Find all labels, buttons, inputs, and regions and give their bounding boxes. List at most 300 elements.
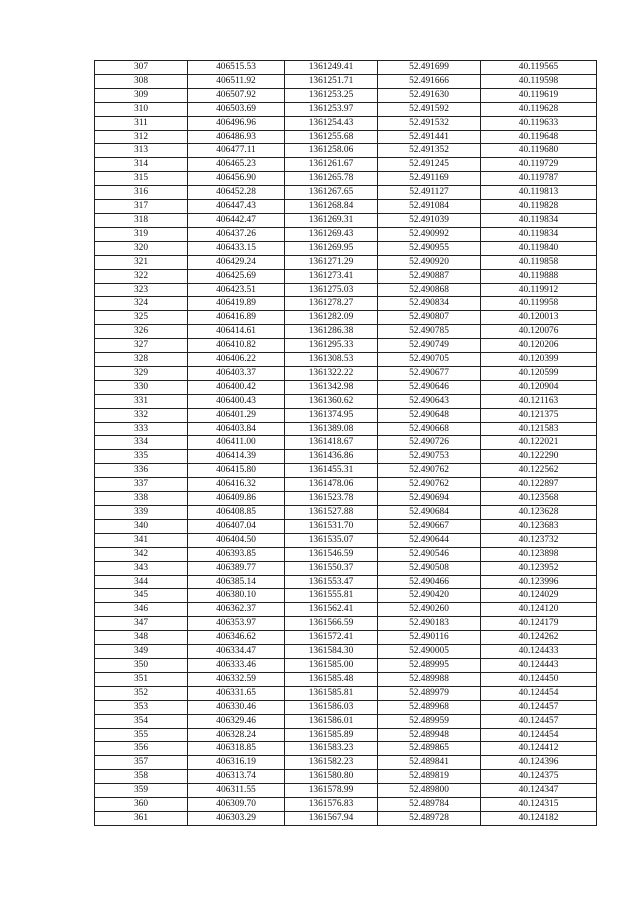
longitude-cell: 40.119958 bbox=[481, 297, 597, 311]
x-coordinate-cell: 406332.59 bbox=[188, 672, 285, 686]
longitude-cell: 40.124375 bbox=[481, 770, 597, 784]
longitude-cell: 40.124029 bbox=[481, 589, 597, 603]
x-coordinate-cell: 406515.53 bbox=[188, 61, 285, 75]
latitude-cell: 52.491699 bbox=[378, 61, 481, 75]
table-row bbox=[95, 811, 597, 825]
x-coordinate-cell: 406404.50 bbox=[188, 533, 285, 547]
x-coordinate-cell: 406403.84 bbox=[188, 422, 285, 436]
table-row bbox=[95, 547, 597, 561]
point-number-cell: 357 bbox=[95, 756, 188, 770]
point-number-cell: 313 bbox=[95, 144, 188, 158]
latitude-cell: 52.490546 bbox=[378, 547, 481, 561]
x-coordinate-cell: 406333.46 bbox=[188, 658, 285, 672]
y-coordinate-cell: 1361269.95 bbox=[285, 241, 378, 255]
x-coordinate-cell: 406313.74 bbox=[188, 770, 285, 784]
point-number-cell: 340 bbox=[95, 519, 188, 533]
x-coordinate-cell: 406393.85 bbox=[188, 547, 285, 561]
x-coordinate-cell: 406429.24 bbox=[188, 255, 285, 269]
table-row bbox=[95, 422, 597, 436]
point-number-cell: 312 bbox=[95, 130, 188, 144]
x-coordinate-cell: 406316.19 bbox=[188, 756, 285, 770]
x-coordinate-cell: 406309.70 bbox=[188, 798, 285, 812]
y-coordinate-cell: 1361267.65 bbox=[285, 186, 378, 200]
x-coordinate-cell: 406303.29 bbox=[188, 811, 285, 825]
table-row bbox=[95, 728, 597, 742]
coordinates-table-body bbox=[95, 61, 597, 826]
x-coordinate-cell: 406465.23 bbox=[188, 158, 285, 172]
table-row bbox=[95, 742, 597, 756]
point-number-cell: 352 bbox=[95, 686, 188, 700]
point-number-cell: 316 bbox=[95, 186, 188, 200]
point-number-cell: 354 bbox=[95, 714, 188, 728]
x-coordinate-cell: 406353.97 bbox=[188, 617, 285, 631]
x-coordinate-cell: 406385.14 bbox=[188, 575, 285, 589]
point-number-cell: 314 bbox=[95, 158, 188, 172]
table-row bbox=[95, 311, 597, 325]
y-coordinate-cell: 1361295.33 bbox=[285, 339, 378, 353]
y-coordinate-cell: 1361249.41 bbox=[285, 61, 378, 75]
table-row bbox=[95, 366, 597, 380]
longitude-cell: 40.124450 bbox=[481, 672, 597, 686]
longitude-cell: 40.121583 bbox=[481, 422, 597, 436]
latitude-cell: 52.490726 bbox=[378, 436, 481, 450]
table-row bbox=[95, 436, 597, 450]
longitude-cell: 40.124454 bbox=[481, 686, 597, 700]
x-coordinate-cell: 406403.37 bbox=[188, 366, 285, 380]
x-coordinate-cell: 406408.85 bbox=[188, 506, 285, 520]
latitude-cell: 52.489800 bbox=[378, 784, 481, 798]
longitude-cell: 40.123732 bbox=[481, 533, 597, 547]
y-coordinate-cell: 1361261.67 bbox=[285, 158, 378, 172]
point-number-cell: 342 bbox=[95, 547, 188, 561]
point-number-cell: 361 bbox=[95, 811, 188, 825]
y-coordinate-cell: 1361531.70 bbox=[285, 519, 378, 533]
point-number-cell: 338 bbox=[95, 492, 188, 506]
point-number-cell: 341 bbox=[95, 533, 188, 547]
point-number-cell: 356 bbox=[95, 742, 188, 756]
longitude-cell: 40.124433 bbox=[481, 645, 597, 659]
table-row bbox=[95, 589, 597, 603]
x-coordinate-cell: 406331.65 bbox=[188, 686, 285, 700]
latitude-cell: 52.491441 bbox=[378, 130, 481, 144]
latitude-cell: 52.490762 bbox=[378, 478, 481, 492]
x-coordinate-cell: 406415.80 bbox=[188, 464, 285, 478]
point-number-cell: 339 bbox=[95, 506, 188, 520]
table-row bbox=[95, 408, 597, 422]
latitude-cell: 52.490753 bbox=[378, 450, 481, 464]
table-row bbox=[95, 631, 597, 645]
longitude-cell: 40.119834 bbox=[481, 213, 597, 227]
latitude-cell: 52.490807 bbox=[378, 311, 481, 325]
x-coordinate-cell: 406433.15 bbox=[188, 241, 285, 255]
table-row bbox=[95, 798, 597, 812]
table-row bbox=[95, 74, 597, 88]
x-coordinate-cell: 406486.93 bbox=[188, 130, 285, 144]
longitude-cell: 40.124443 bbox=[481, 658, 597, 672]
x-coordinate-cell: 406318.85 bbox=[188, 742, 285, 756]
longitude-cell: 40.119813 bbox=[481, 186, 597, 200]
longitude-cell: 40.120904 bbox=[481, 380, 597, 394]
y-coordinate-cell: 1361582.23 bbox=[285, 756, 378, 770]
x-coordinate-cell: 406330.46 bbox=[188, 700, 285, 714]
point-number-cell: 337 bbox=[95, 478, 188, 492]
latitude-cell: 52.490260 bbox=[378, 603, 481, 617]
latitude-cell: 52.489968 bbox=[378, 700, 481, 714]
x-coordinate-cell: 406401.29 bbox=[188, 408, 285, 422]
point-number-cell: 325 bbox=[95, 311, 188, 325]
x-coordinate-cell: 406416.89 bbox=[188, 311, 285, 325]
longitude-cell: 40.124412 bbox=[481, 742, 597, 756]
latitude-cell: 52.489988 bbox=[378, 672, 481, 686]
y-coordinate-cell: 1361322.22 bbox=[285, 366, 378, 380]
y-coordinate-cell: 1361586.03 bbox=[285, 700, 378, 714]
latitude-cell: 52.491245 bbox=[378, 158, 481, 172]
latitude-cell: 52.490785 bbox=[378, 325, 481, 339]
table-row bbox=[95, 353, 597, 367]
y-coordinate-cell: 1361265.78 bbox=[285, 172, 378, 186]
y-coordinate-cell: 1361580.80 bbox=[285, 770, 378, 784]
table-row bbox=[95, 603, 597, 617]
longitude-cell: 40.124179 bbox=[481, 617, 597, 631]
latitude-cell: 52.490887 bbox=[378, 269, 481, 283]
point-number-cell: 319 bbox=[95, 227, 188, 241]
table-row bbox=[95, 116, 597, 130]
x-coordinate-cell: 406419.89 bbox=[188, 297, 285, 311]
y-coordinate-cell: 1361251.71 bbox=[285, 74, 378, 88]
point-number-cell: 347 bbox=[95, 617, 188, 631]
y-coordinate-cell: 1361585.89 bbox=[285, 728, 378, 742]
table-row bbox=[95, 255, 597, 269]
longitude-cell: 40.120076 bbox=[481, 325, 597, 339]
latitude-cell: 52.490920 bbox=[378, 255, 481, 269]
x-coordinate-cell: 406507.92 bbox=[188, 88, 285, 102]
longitude-cell: 40.120013 bbox=[481, 311, 597, 325]
latitude-cell: 52.490667 bbox=[378, 519, 481, 533]
longitude-cell: 40.121375 bbox=[481, 408, 597, 422]
point-number-cell: 308 bbox=[95, 74, 188, 88]
point-number-cell: 334 bbox=[95, 436, 188, 450]
latitude-cell: 52.491084 bbox=[378, 200, 481, 214]
x-coordinate-cell: 406437.26 bbox=[188, 227, 285, 241]
x-coordinate-cell: 406362.37 bbox=[188, 603, 285, 617]
table-row bbox=[95, 269, 597, 283]
latitude-cell: 52.489995 bbox=[378, 658, 481, 672]
latitude-cell: 52.490684 bbox=[378, 506, 481, 520]
point-number-cell: 322 bbox=[95, 269, 188, 283]
longitude-cell: 40.124182 bbox=[481, 811, 597, 825]
latitude-cell: 52.490644 bbox=[378, 533, 481, 547]
y-coordinate-cell: 1361585.00 bbox=[285, 658, 378, 672]
point-number-cell: 348 bbox=[95, 631, 188, 645]
y-coordinate-cell: 1361282.09 bbox=[285, 311, 378, 325]
x-coordinate-cell: 406456.90 bbox=[188, 172, 285, 186]
point-number-cell: 318 bbox=[95, 213, 188, 227]
y-coordinate-cell: 1361566.59 bbox=[285, 617, 378, 631]
longitude-cell: 40.124396 bbox=[481, 756, 597, 770]
longitude-cell: 40.124457 bbox=[481, 700, 597, 714]
latitude-cell: 52.490183 bbox=[378, 617, 481, 631]
point-number-cell: 358 bbox=[95, 770, 188, 784]
longitude-cell: 40.119633 bbox=[481, 116, 597, 130]
y-coordinate-cell: 1361374.95 bbox=[285, 408, 378, 422]
x-coordinate-cell: 406400.42 bbox=[188, 380, 285, 394]
point-number-cell: 336 bbox=[95, 464, 188, 478]
latitude-cell: 52.490834 bbox=[378, 297, 481, 311]
longitude-cell: 40.120206 bbox=[481, 339, 597, 353]
point-number-cell: 307 bbox=[95, 61, 188, 75]
table-row bbox=[95, 478, 597, 492]
x-coordinate-cell: 406409.86 bbox=[188, 492, 285, 506]
point-number-cell: 326 bbox=[95, 325, 188, 339]
y-coordinate-cell: 1361342.98 bbox=[285, 380, 378, 394]
table-row bbox=[95, 172, 597, 186]
longitude-cell: 40.119888 bbox=[481, 269, 597, 283]
point-number-cell: 320 bbox=[95, 241, 188, 255]
x-coordinate-cell: 406406.22 bbox=[188, 353, 285, 367]
table-row bbox=[95, 506, 597, 520]
latitude-cell: 52.489948 bbox=[378, 728, 481, 742]
longitude-cell: 40.119729 bbox=[481, 158, 597, 172]
point-number-cell: 317 bbox=[95, 200, 188, 214]
latitude-cell: 52.490648 bbox=[378, 408, 481, 422]
latitude-cell: 52.490643 bbox=[378, 394, 481, 408]
longitude-cell: 40.119834 bbox=[481, 227, 597, 241]
y-coordinate-cell: 1361254.43 bbox=[285, 116, 378, 130]
point-number-cell: 345 bbox=[95, 589, 188, 603]
point-number-cell: 343 bbox=[95, 561, 188, 575]
latitude-cell: 52.490420 bbox=[378, 589, 481, 603]
longitude-cell: 40.123628 bbox=[481, 506, 597, 520]
latitude-cell: 52.490677 bbox=[378, 366, 481, 380]
longitude-cell: 40.123568 bbox=[481, 492, 597, 506]
x-coordinate-cell: 406328.24 bbox=[188, 728, 285, 742]
point-number-cell: 351 bbox=[95, 672, 188, 686]
longitude-cell: 40.123683 bbox=[481, 519, 597, 533]
x-coordinate-cell: 406407.04 bbox=[188, 519, 285, 533]
y-coordinate-cell: 1361389.08 bbox=[285, 422, 378, 436]
x-coordinate-cell: 406414.61 bbox=[188, 325, 285, 339]
longitude-cell: 40.119787 bbox=[481, 172, 597, 186]
latitude-cell: 52.491532 bbox=[378, 116, 481, 130]
x-coordinate-cell: 406423.51 bbox=[188, 283, 285, 297]
longitude-cell: 40.119619 bbox=[481, 88, 597, 102]
point-number-cell: 311 bbox=[95, 116, 188, 130]
longitude-cell: 40.122290 bbox=[481, 450, 597, 464]
x-coordinate-cell: 406410.82 bbox=[188, 339, 285, 353]
y-coordinate-cell: 1361278.27 bbox=[285, 297, 378, 311]
x-coordinate-cell: 406389.77 bbox=[188, 561, 285, 575]
y-coordinate-cell: 1361562.41 bbox=[285, 603, 378, 617]
y-coordinate-cell: 1361418.67 bbox=[285, 436, 378, 450]
table-row bbox=[95, 672, 597, 686]
point-number-cell: 335 bbox=[95, 450, 188, 464]
point-number-cell: 359 bbox=[95, 784, 188, 798]
latitude-cell: 52.490694 bbox=[378, 492, 481, 506]
latitude-cell: 52.489841 bbox=[378, 756, 481, 770]
y-coordinate-cell: 1361273.41 bbox=[285, 269, 378, 283]
latitude-cell: 52.491039 bbox=[378, 213, 481, 227]
table-row bbox=[95, 227, 597, 241]
latitude-cell: 52.490668 bbox=[378, 422, 481, 436]
latitude-cell: 52.489784 bbox=[378, 798, 481, 812]
latitude-cell: 52.490955 bbox=[378, 241, 481, 255]
table-row bbox=[95, 200, 597, 214]
longitude-cell: 40.124262 bbox=[481, 631, 597, 645]
table-row bbox=[95, 686, 597, 700]
latitude-cell: 52.490868 bbox=[378, 283, 481, 297]
table-row bbox=[95, 533, 597, 547]
table-row bbox=[95, 700, 597, 714]
table-row bbox=[95, 88, 597, 102]
point-number-cell: 324 bbox=[95, 297, 188, 311]
longitude-cell: 40.124315 bbox=[481, 798, 597, 812]
x-coordinate-cell: 406346.62 bbox=[188, 631, 285, 645]
table-row bbox=[95, 464, 597, 478]
point-number-cell: 310 bbox=[95, 102, 188, 116]
latitude-cell: 52.490992 bbox=[378, 227, 481, 241]
table-row bbox=[95, 645, 597, 659]
point-number-cell: 329 bbox=[95, 366, 188, 380]
table-row bbox=[95, 130, 597, 144]
table-row bbox=[95, 519, 597, 533]
y-coordinate-cell: 1361268.84 bbox=[285, 200, 378, 214]
table-row bbox=[95, 394, 597, 408]
longitude-cell: 40.123952 bbox=[481, 561, 597, 575]
latitude-cell: 52.491630 bbox=[378, 88, 481, 102]
y-coordinate-cell: 1361436.86 bbox=[285, 450, 378, 464]
x-coordinate-cell: 406416.32 bbox=[188, 478, 285, 492]
table-row bbox=[95, 339, 597, 353]
latitude-cell: 52.490705 bbox=[378, 353, 481, 367]
x-coordinate-cell: 406311.55 bbox=[188, 784, 285, 798]
latitude-cell: 52.489728 bbox=[378, 811, 481, 825]
x-coordinate-cell: 406334.47 bbox=[188, 645, 285, 659]
point-number-cell: 315 bbox=[95, 172, 188, 186]
y-coordinate-cell: 1361253.25 bbox=[285, 88, 378, 102]
y-coordinate-cell: 1361586.01 bbox=[285, 714, 378, 728]
latitude-cell: 52.491169 bbox=[378, 172, 481, 186]
y-coordinate-cell: 1361572.41 bbox=[285, 631, 378, 645]
longitude-cell: 40.124347 bbox=[481, 784, 597, 798]
y-coordinate-cell: 1361553.47 bbox=[285, 575, 378, 589]
y-coordinate-cell: 1361535.07 bbox=[285, 533, 378, 547]
table-row bbox=[95, 575, 597, 589]
table-row bbox=[95, 102, 597, 116]
point-number-cell: 309 bbox=[95, 88, 188, 102]
y-coordinate-cell: 1361585.81 bbox=[285, 686, 378, 700]
point-number-cell: 353 bbox=[95, 700, 188, 714]
longitude-cell: 40.119628 bbox=[481, 102, 597, 116]
y-coordinate-cell: 1361271.29 bbox=[285, 255, 378, 269]
point-number-cell: 346 bbox=[95, 603, 188, 617]
longitude-cell: 40.120599 bbox=[481, 366, 597, 380]
y-coordinate-cell: 1361269.31 bbox=[285, 213, 378, 227]
longitude-cell: 40.122021 bbox=[481, 436, 597, 450]
table-row bbox=[95, 61, 597, 75]
latitude-cell: 52.489959 bbox=[378, 714, 481, 728]
y-coordinate-cell: 1361255.68 bbox=[285, 130, 378, 144]
y-coordinate-cell: 1361527.88 bbox=[285, 506, 378, 520]
y-coordinate-cell: 1361523.78 bbox=[285, 492, 378, 506]
latitude-cell: 52.489819 bbox=[378, 770, 481, 784]
table-row bbox=[95, 283, 597, 297]
x-coordinate-cell: 406503.69 bbox=[188, 102, 285, 116]
longitude-cell: 40.119680 bbox=[481, 144, 597, 158]
latitude-cell: 52.489865 bbox=[378, 742, 481, 756]
x-coordinate-cell: 406329.46 bbox=[188, 714, 285, 728]
latitude-cell: 52.490466 bbox=[378, 575, 481, 589]
latitude-cell: 52.490646 bbox=[378, 380, 481, 394]
latitude-cell: 52.490508 bbox=[378, 561, 481, 575]
table-row bbox=[95, 450, 597, 464]
x-coordinate-cell: 406380.10 bbox=[188, 589, 285, 603]
latitude-cell: 52.489979 bbox=[378, 686, 481, 700]
table-row bbox=[95, 380, 597, 394]
table-row bbox=[95, 144, 597, 158]
latitude-cell: 52.491352 bbox=[378, 144, 481, 158]
point-number-cell: 349 bbox=[95, 645, 188, 659]
y-coordinate-cell: 1361253.97 bbox=[285, 102, 378, 116]
y-coordinate-cell: 1361576.83 bbox=[285, 798, 378, 812]
latitude-cell: 52.490116 bbox=[378, 631, 481, 645]
longitude-cell: 40.119648 bbox=[481, 130, 597, 144]
longitude-cell: 40.119858 bbox=[481, 255, 597, 269]
latitude-cell: 52.490749 bbox=[378, 339, 481, 353]
longitude-cell: 40.120399 bbox=[481, 353, 597, 367]
y-coordinate-cell: 1361286.38 bbox=[285, 325, 378, 339]
longitude-cell: 40.119912 bbox=[481, 283, 597, 297]
longitude-cell: 40.119598 bbox=[481, 74, 597, 88]
x-coordinate-cell: 406411.00 bbox=[188, 436, 285, 450]
point-number-cell: 328 bbox=[95, 353, 188, 367]
point-number-cell: 321 bbox=[95, 255, 188, 269]
table-row bbox=[95, 658, 597, 672]
y-coordinate-cell: 1361275.03 bbox=[285, 283, 378, 297]
latitude-cell: 52.491592 bbox=[378, 102, 481, 116]
longitude-cell: 40.119828 bbox=[481, 200, 597, 214]
y-coordinate-cell: 1361583.23 bbox=[285, 742, 378, 756]
latitude-cell: 52.491127 bbox=[378, 186, 481, 200]
x-coordinate-cell: 406452.28 bbox=[188, 186, 285, 200]
x-coordinate-cell: 406442.47 bbox=[188, 213, 285, 227]
longitude-cell: 40.124457 bbox=[481, 714, 597, 728]
latitude-cell: 52.491666 bbox=[378, 74, 481, 88]
longitude-cell: 40.122562 bbox=[481, 464, 597, 478]
x-coordinate-cell: 406477.11 bbox=[188, 144, 285, 158]
latitude-cell: 52.490762 bbox=[378, 464, 481, 478]
table-row bbox=[95, 241, 597, 255]
table-row bbox=[95, 561, 597, 575]
table-row bbox=[95, 770, 597, 784]
x-coordinate-cell: 406425.69 bbox=[188, 269, 285, 283]
x-coordinate-cell: 406496.96 bbox=[188, 116, 285, 130]
table-row bbox=[95, 714, 597, 728]
x-coordinate-cell: 406400.43 bbox=[188, 394, 285, 408]
y-coordinate-cell: 1361360.62 bbox=[285, 394, 378, 408]
table-row bbox=[95, 492, 597, 506]
x-coordinate-cell: 406447.43 bbox=[188, 200, 285, 214]
point-number-cell: 360 bbox=[95, 798, 188, 812]
table-row bbox=[95, 213, 597, 227]
longitude-cell: 40.123898 bbox=[481, 547, 597, 561]
longitude-cell: 40.121163 bbox=[481, 394, 597, 408]
y-coordinate-cell: 1361308.53 bbox=[285, 353, 378, 367]
longitude-cell: 40.124120 bbox=[481, 603, 597, 617]
y-coordinate-cell: 1361258.06 bbox=[285, 144, 378, 158]
table-row bbox=[95, 756, 597, 770]
point-number-cell: 331 bbox=[95, 394, 188, 408]
longitude-cell: 40.119840 bbox=[481, 241, 597, 255]
